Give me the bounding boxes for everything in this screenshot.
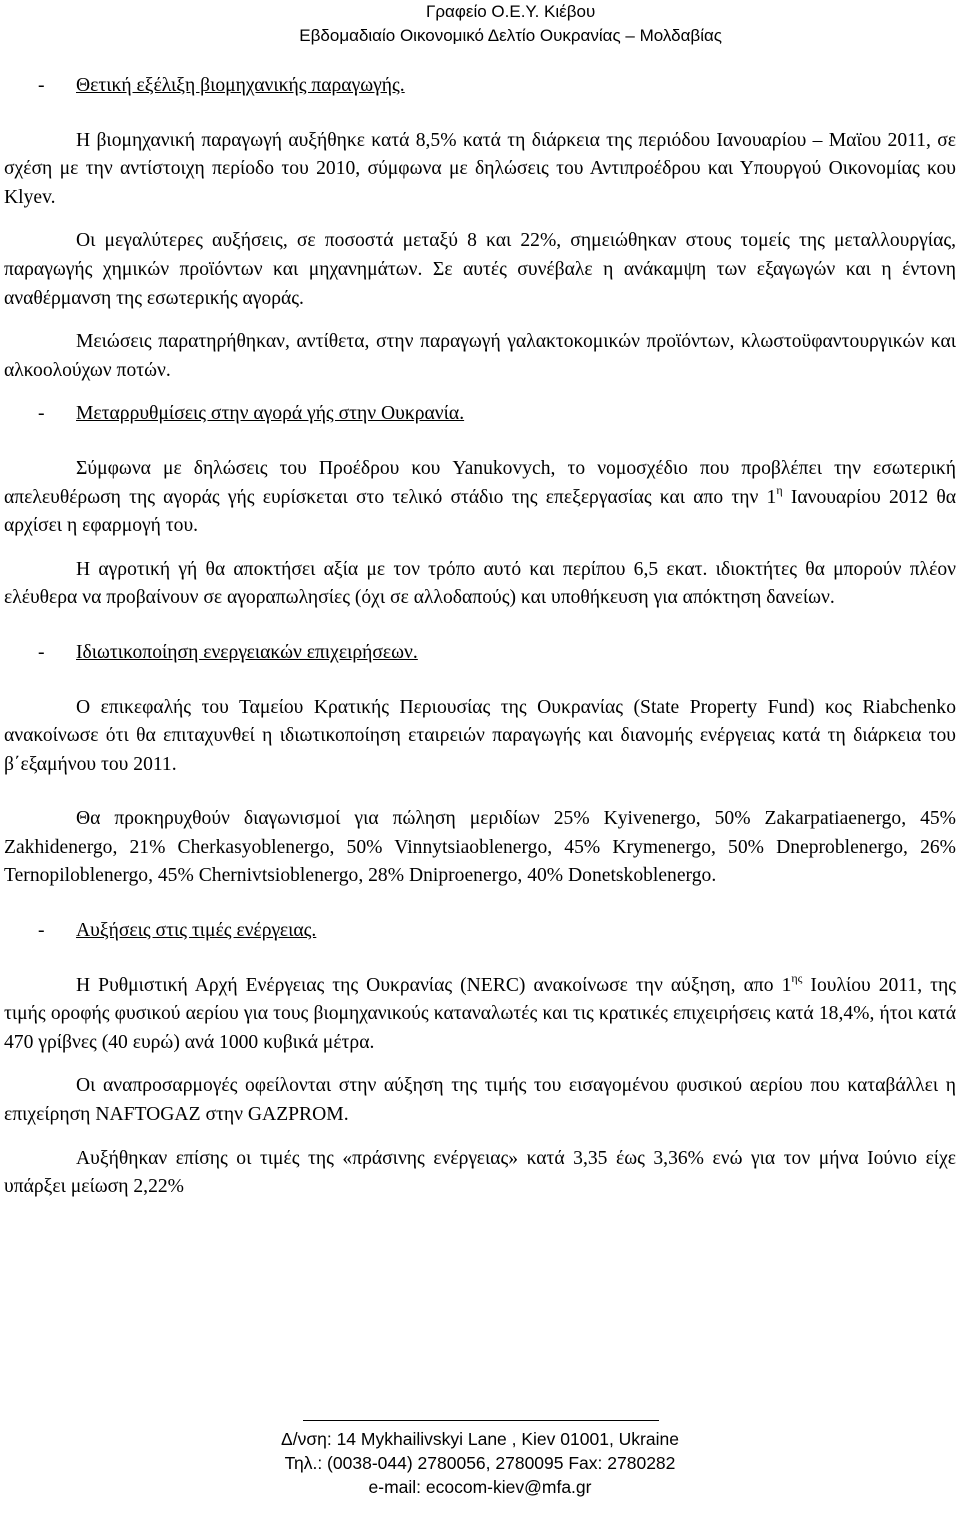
footer-phone-fax: Τηλ.: (0038-044) 2780056, 2780095 Fax: 2780282: [284, 1453, 676, 1473]
paragraph: Η αγροτική γή θα αποκτήσει αξία με τον τρόπο αυτό και περίπου 6,5 εκατ. ιδιοκτήτες θα μπορούν πλέον ελέυθερα να προβαίνουν σε αγοραπωλησίες (όχι σε αλλοδαπούς) και υποθήκευση για απόκτηση δανείων.: [4, 558, 956, 609]
paragraph-text: Ιουλίου 2011, της τιμής οροφής φυσικού αερίου για τους βιομηχανικούς καταναλωτές και τις κρατικές επιχειρήσεις κατά 18,4%, ήτοι κατά 470 γρίβνες (40 ευρώ) ανά 1000 κυβικά μέτρα.: [4, 974, 956, 1053]
header-bulletin-title: Εβδομαδιαίο Οικονομικό Δελτίο Ουκρανίας – Μολδαβίας: [299, 26, 722, 45]
section-heading-privatization: [4, 639, 956, 668]
bullet-dash: -: [38, 75, 45, 96]
section-title: Μεταρρυθμίσεις στην αγορά γής στην Ουκρανία.: [76, 403, 465, 425]
paragraph-text: Σύμφωνα με δηλώσεις του Προέδρου κου Yanukovych, το νομοσχέδιο που προβλέπει την εσωτερική απελευθέρωση της αγοράς γής ευρίσκεται στο τελικό στάδιο της επεξεργασίας και απο την 1: [4, 457, 956, 508]
document-body: [4, 72, 956, 1202]
ordinal-superscript: ης: [791, 970, 803, 985]
paragraph: [4, 455, 956, 541]
page-footer: [0, 1427, 960, 1499]
section-title: Ιδιωτικοποίηση ενεργειακών επιχειρήσεων.: [76, 641, 418, 663]
paragraph: Ο επικεφαλής του Ταμείου Κρατικής Περιουσίας της Ουκρανίας (State Property Fund) κος Riabchenko ανακοίνωσε ότι θα επιταχυνθεί η ιδιωτικοποίηση εταιρειών παραγωγής και διανομής ενέργειας κατά τη διάρκεια του β΄εξαμήνου του 2011.: [4, 696, 956, 775]
section-heading-land-market: [4, 400, 956, 429]
footer-email[interactable]: e-mail: ecocom-kiev@mfa.gr: [368, 1477, 592, 1497]
bullet-dash: -: [38, 403, 45, 425]
section-title: Αυξήσεις στις τιμές ενέργειας.: [76, 920, 317, 942]
section-heading-energy-prices: [4, 917, 956, 946]
paragraph: Οι μεγαλύτερες αυξήσεις, σε ποσοστά μεταξύ 8 και 22%, σημειώθηκαν στους τομείς της μεταλλουργίας, παραγωγής χημικών προϊόντων και μηχανημάτων. Σε αυτές συνέβαλε η ανάκαμψη των εξαγωγών και η έντονη αναθέρμανση της εσωτερικής αγοράς.: [4, 230, 956, 309]
bullet-dash: -: [38, 641, 45, 663]
bullet-dash: -: [38, 920, 45, 942]
header-office: Γραφείο Ο.Ε.Υ. Κιέβου: [426, 2, 596, 21]
paragraph: Μειώσεις παρατηρήθηκαν, αντίθετα, στην παραγωγή γαλακτοκομικών προϊόντων, κλωστοϋφαντουργικών και αλκοολούχων ποτών.: [4, 331, 956, 381]
ordinal-superscript: η: [776, 482, 783, 497]
footer-address: Δ/νση: 14 Mykhailivskyi Lane , Kiev 01001, Ukraine: [281, 1429, 679, 1449]
paragraph-text: Η Ρυθμιστική Αρχή Ενέργειας της Ουκρανίας (NERC) ανακοίνωσε την αύξηση, απο 1: [76, 974, 792, 996]
paragraph: Αυξήθηκαν επίσης οι τιμές της «πράσινης ενέργειας» κατά 3,35 έως 3,36% ενώ για τον μήνα Ιούνιο είχε υπάρξει μείωση 2,22%: [4, 1147, 956, 1198]
page-header: [299, 0, 722, 48]
paragraph: Θα προκηρυχθούν διαγωνισμοί για πώληση μεριδίων 25% Kyivenergo, 50% Zakarpatiaenergo, 45% Zakhidenergo, 21% Cherkasyoblenergo, 50% Vinnytsiaoblenergo, 45% Krymenergo, 50% Dneproblenergo, 26% Ternopiloblenergo, 45% Chernivtsioblenergo, 28% Dniproenergo, 40% Donetskoblenergo.: [4, 808, 956, 887]
paragraph: Η βιομηχανική παραγωγή αυξήθηκε κατά 8,5% κατά τη διάρκεια της περιόδου Ιανουαρίου – Μαϊου 2011, σε σχέση με την αντίστοιχη περίοδο του 2010, σύμφωνα με δηλώσεις του Αντιπροέδρου και Υπουργού Οικονομίας κου Klyev.: [4, 129, 956, 208]
section-title: Θετική εξέλιξη βιομηχανικής παραγωγής.: [76, 75, 405, 96]
section-heading-industrial-production: [4, 72, 956, 101]
paragraph-text: Ιανουαρίου 2012 θα αρχίσει η εφαρμογή του.: [4, 486, 956, 537]
footer-divider: [303, 1420, 659, 1421]
paragraph: [4, 972, 956, 1058]
paragraph: Οι αναπροσαρμογές οφείλονται στην αύξηση της τιμής του εισαγομένου φυσικού αερίου που καταβάλλει η επιχείρηση NAFTOGAZ στην GAZPROM.: [4, 1075, 956, 1126]
